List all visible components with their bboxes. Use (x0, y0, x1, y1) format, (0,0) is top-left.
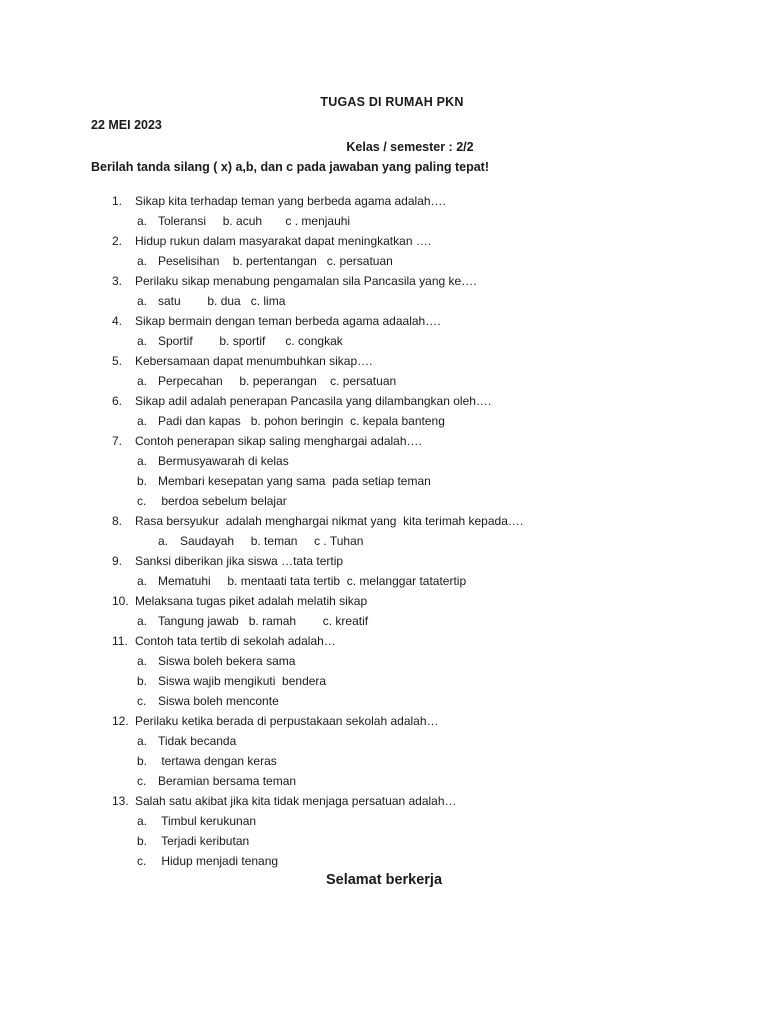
option-letter: a. (137, 574, 148, 588)
option-letter: c. (137, 494, 147, 508)
answer-option (0, 531, 768, 551)
question-number: 10. (112, 594, 129, 608)
question-number: 3. (112, 274, 123, 288)
option-letter: a. (137, 654, 148, 668)
question-number: 13. (112, 794, 129, 808)
option-text: Siswa wajib mengikuti bendera (158, 674, 327, 688)
question-item (0, 271, 768, 291)
question-number: 5. (112, 354, 123, 368)
answer-option (0, 451, 768, 471)
question-item (0, 431, 768, 451)
answer-option (0, 291, 768, 311)
option-letter: a. (137, 734, 148, 748)
option-text: Tangung jawab b. ramah c. kreatif (158, 614, 369, 628)
question-text: Kebersamaan dapat menumbuhkan sikap…. (135, 354, 373, 368)
option-text: Tidak becanda (158, 734, 237, 748)
question-text: Perilaku ketika berada di perpustakaan sekolah adalah… (135, 714, 439, 728)
answer-option (0, 571, 768, 591)
class-semester: Kelas / semester : 2/2 (346, 140, 474, 154)
option-letter: a. (137, 454, 148, 468)
question-text: Sikap kita terhadap teman yang berbeda agama adalah…. (135, 194, 446, 208)
document-date: 22 MEI 2023 (91, 118, 162, 132)
question-item (0, 591, 768, 611)
instruction-text: Berilah tanda silang ( x) a,b, dan c pada jawaban yang paling tepat! (91, 160, 489, 174)
option-text: Siswa boleh bekera sama (158, 654, 296, 668)
option-letter: b. (137, 754, 148, 768)
question-number: 11. (112, 634, 128, 648)
option-letter: a. (137, 374, 148, 388)
option-text: berdoa sebelum belajar (158, 494, 287, 508)
question-text: Melaksana tugas piket adalah melatih sikap (135, 594, 368, 608)
option-letter: a. (137, 334, 148, 348)
option-letter: c. (137, 694, 147, 708)
question-text: Hidup rukun dalam masyarakat dapat meningkatkan …. (135, 234, 432, 248)
answer-option (0, 611, 768, 631)
option-text: Perpecahan b. peperangan c. persatuan (158, 374, 397, 388)
answer-option (0, 751, 768, 771)
option-text: Peselisihan b. pertentangan c. persatuan (158, 254, 393, 268)
answer-option (0, 731, 768, 751)
question-text: Perilaku sikap menabung pengamalan sila Pancasila yang ke…. (135, 274, 477, 288)
option-letter: a. (137, 214, 148, 228)
option-text: Siswa boleh menconte (158, 694, 279, 708)
option-letter: b. (137, 474, 148, 488)
question-number: 6. (112, 394, 123, 408)
option-letter: b. (137, 834, 148, 848)
answer-option (0, 651, 768, 671)
question-item (0, 511, 768, 531)
question-item (0, 351, 768, 371)
option-letter: a. (137, 414, 148, 428)
question-number: 2. (112, 234, 123, 248)
question-number: 1. (112, 194, 123, 208)
answer-option (0, 691, 768, 711)
question-number: 9. (112, 554, 123, 568)
option-letter: b. (137, 674, 148, 688)
answer-option (0, 331, 768, 351)
option-text: Terjadi keributan (158, 834, 250, 848)
question-item (0, 551, 768, 571)
answer-option (0, 411, 768, 431)
question-text: Contoh tata tertib di sekolah adalah… (135, 634, 336, 648)
document-title: TUGAS DI RUMAH PKN (320, 95, 464, 109)
option-letter: a. (137, 814, 148, 828)
option-letter: a. (158, 534, 169, 548)
answer-option (0, 211, 768, 231)
question-number: 7. (112, 434, 123, 448)
option-text: Sportif b. sportif c. congkak (158, 334, 343, 348)
question-number: 12. (112, 714, 129, 728)
question-item (0, 231, 768, 251)
question-text: Contoh penerapan sikap saling menghargai adalah…. (135, 434, 422, 448)
option-letter: c. (137, 854, 147, 868)
option-text: Toleransi b. acuh c . menjauhi (158, 214, 351, 228)
answer-option (0, 671, 768, 691)
option-text: tertawa dengan keras (158, 754, 277, 768)
question-item (0, 711, 768, 731)
question-item (0, 791, 768, 811)
option-text: satu b. dua c. lima (158, 294, 286, 308)
closing-text: Selamat berkerja (325, 872, 443, 888)
option-text: Membari kesepatan yang sama pada setiap teman (158, 474, 431, 488)
question-text: Sikap bermain dengan teman berbeda agama adaalah…. (135, 314, 441, 328)
question-item (0, 391, 768, 411)
question-text: Rasa bersyukur adalah menghargai nikmat yang kita terimah kepada…. (135, 514, 524, 528)
answer-option (0, 251, 768, 271)
answer-option (0, 831, 768, 851)
option-text: Saudayah b. teman c . Tuhan (180, 534, 364, 548)
question-text: Sanksi diberikan jika siswa …tata tertip (135, 554, 344, 568)
question-item (0, 191, 768, 211)
answer-option (0, 491, 768, 511)
question-number: 8. (112, 514, 123, 528)
option-letter: a. (137, 254, 148, 268)
question-item (0, 311, 768, 331)
answer-option (0, 471, 768, 491)
option-text: Mematuhi b. mentaati tata tertib c. melanggar tatatertip (158, 574, 467, 588)
option-text: Timbul kerukunan (158, 814, 257, 828)
question-text: Salah satu akibat jika kita tidak menjaga persatuan adalah… (135, 794, 457, 808)
option-letter: a. (137, 294, 148, 308)
option-text: Bermusyawarah di kelas (158, 454, 289, 468)
question-number: 4. (112, 314, 123, 328)
option-text: Beramian bersama teman (158, 774, 297, 788)
option-text: Padi dan kapas b. pohon beringin c. kepala banteng (158, 414, 445, 428)
answer-option (0, 371, 768, 391)
answer-option (0, 811, 768, 831)
question-item (0, 631, 768, 651)
option-letter: a. (137, 614, 148, 628)
answer-option (0, 771, 768, 791)
answer-option (0, 851, 768, 871)
question-text: Sikap adil adalah penerapan Pancasila yang dilambangkan oleh…. (135, 394, 492, 408)
option-text: Hidup menjadi tenang (158, 854, 279, 868)
option-letter: c. (137, 774, 147, 788)
question-list (0, 191, 768, 871)
